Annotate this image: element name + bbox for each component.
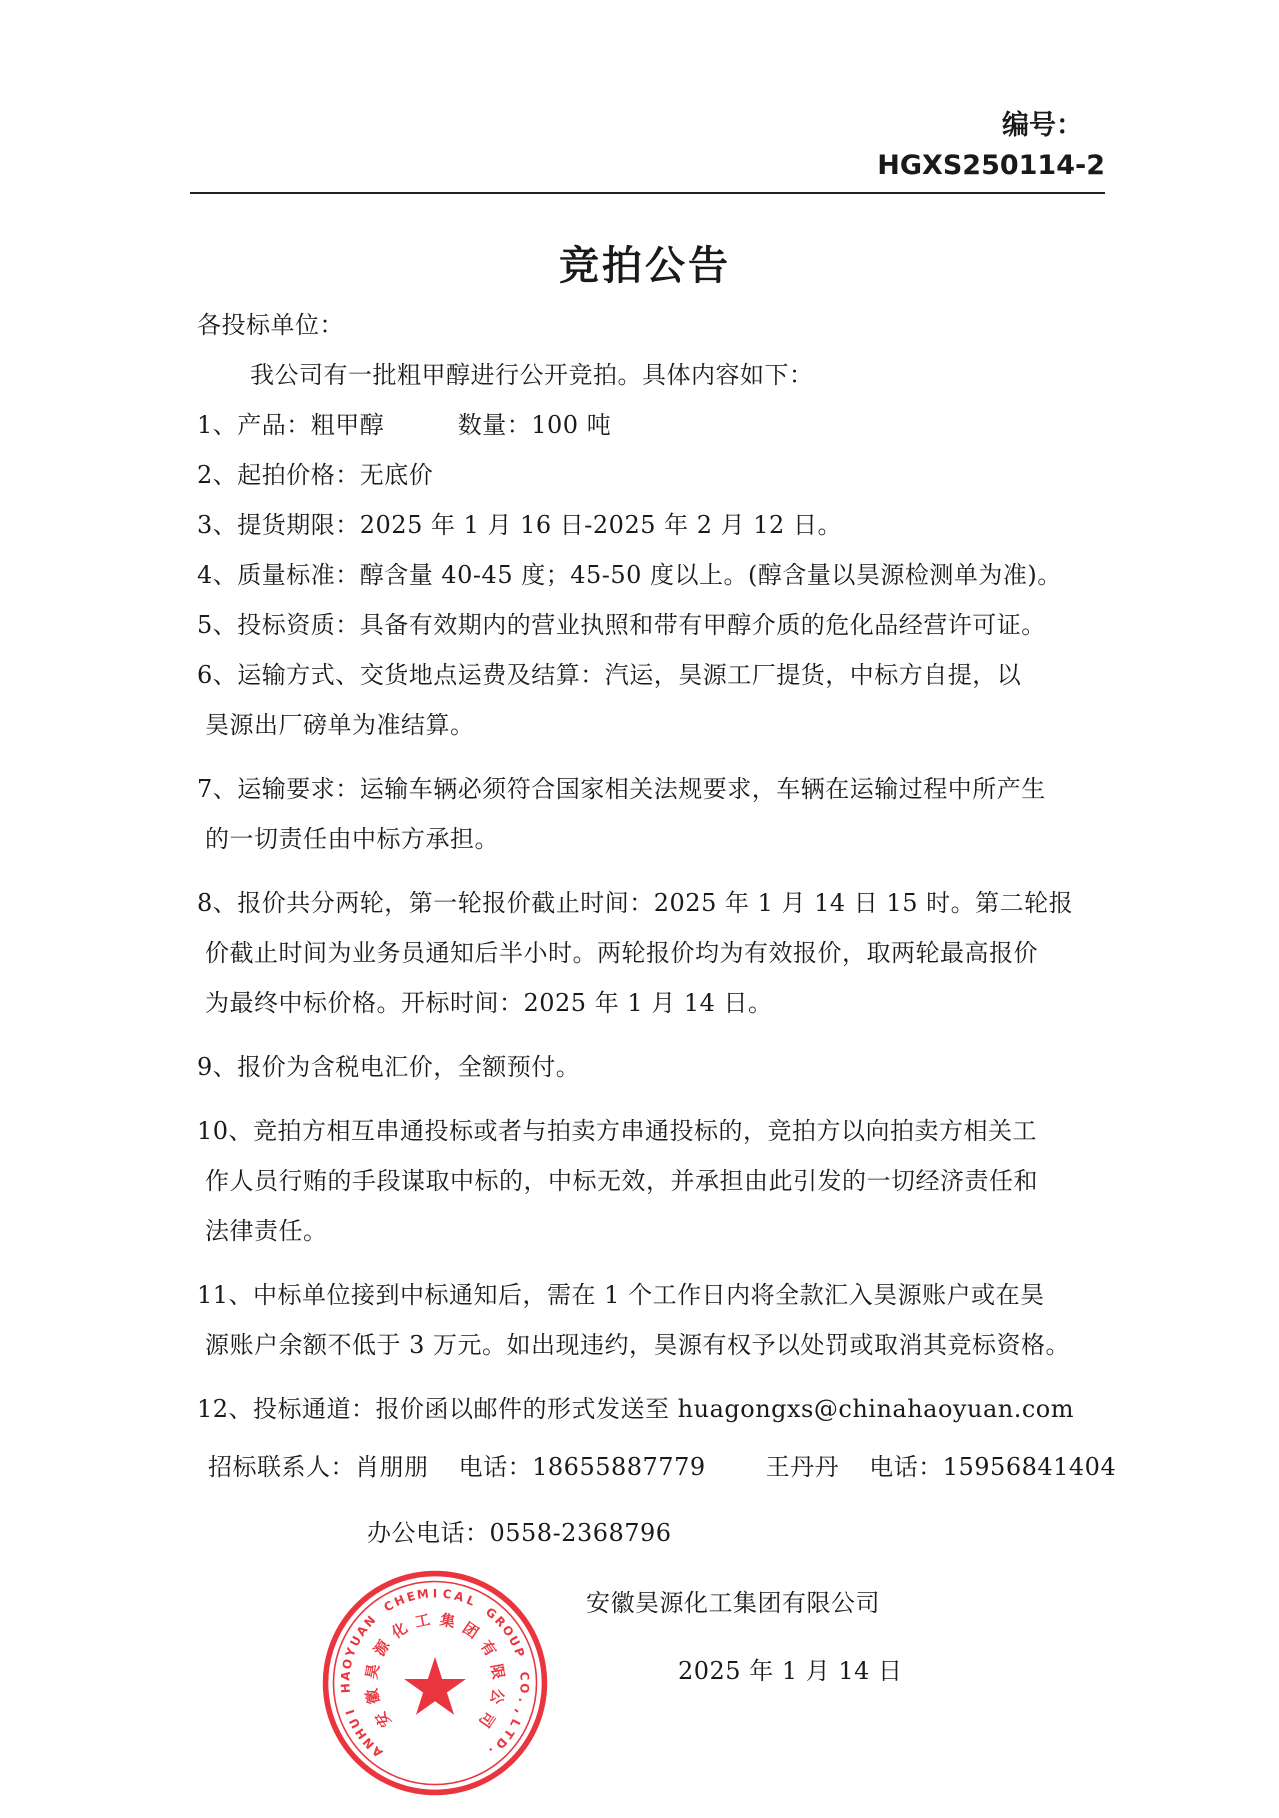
item-line: 7、运输要求：运输车辆必须符合国家相关法规要求，车辆在运输过程中所产生 bbox=[197, 775, 1046, 803]
seal-glyph: L bbox=[507, 1716, 524, 1730]
item-7 bbox=[197, 764, 1127, 864]
seal-glyph: I bbox=[432, 1586, 438, 1601]
item-5 bbox=[197, 600, 1127, 650]
salutation: 各投标单位： bbox=[197, 311, 344, 339]
intro-paragraph: 我公司有一批粗甲醇进行公开竞拍。具体内容如下： bbox=[250, 361, 814, 389]
signature-date: 2025 年 1 月 14 日 bbox=[678, 1657, 903, 1685]
seal-glyph: I bbox=[342, 1707, 358, 1717]
document-number-label: 编号： bbox=[1002, 110, 1083, 141]
seal-glyph: D bbox=[492, 1734, 510, 1752]
seal-glyph: R bbox=[491, 1613, 509, 1630]
item-line: 10、竞拍方相互串通投标或者与拍卖方串通投标的，竞拍方以向拍卖方相关工 bbox=[197, 1117, 1038, 1145]
item-line: 9、报价为含税电汇价，全额预付。 bbox=[197, 1053, 581, 1081]
seal-glyph: 限 bbox=[487, 1662, 508, 1681]
item-12 bbox=[197, 1384, 1127, 1434]
seal-glyph: 工 bbox=[413, 1610, 432, 1632]
seal-glyph: E bbox=[405, 1588, 417, 1605]
seal-glyph: N bbox=[361, 1613, 379, 1630]
document-number-value: HGXS250114-2 bbox=[877, 150, 1105, 181]
signature-section bbox=[0, 1568, 1279, 1798]
item-line: 6、运输方式、交货地点运费及结算：汽运，昊源工厂提货，中标方自提，以 bbox=[197, 661, 1022, 689]
item-9 bbox=[197, 1042, 1127, 1092]
item-continuation-line: 作人员行贿的手段谋取中标的，中标无效，并承担由此引发的一切经济责任和 bbox=[205, 1167, 1038, 1195]
item-8 bbox=[197, 878, 1127, 1028]
header-divider bbox=[190, 192, 1105, 194]
item-continuation-line: 为最终中标价格。开标时间：2025 年 1 月 14 日。 bbox=[205, 989, 773, 1017]
item-3 bbox=[197, 500, 1127, 550]
seal-glyph: A bbox=[353, 1623, 371, 1639]
company-seal bbox=[320, 1568, 550, 1798]
contact-2-name: 王丹丹 bbox=[765, 1453, 840, 1481]
star-icon bbox=[404, 1657, 466, 1715]
seal-glyph: N bbox=[360, 1734, 378, 1752]
seal-glyph: 化 bbox=[388, 1618, 411, 1643]
seal-glyph: O bbox=[339, 1657, 356, 1671]
seal-glyph: 有 bbox=[476, 1637, 500, 1660]
item-line: 1、产品：粗甲醇 数量：100 吨 bbox=[197, 411, 612, 439]
item-line: 2、起拍价格：无底价 bbox=[197, 461, 434, 489]
seal-glyph: G bbox=[483, 1604, 500, 1622]
page-title: 竞拍公告 bbox=[559, 242, 731, 289]
item-continuation-line: 价截止时间为业务员通知后半小时。两轮报价均为有效报价，取两轮最高报价 bbox=[205, 939, 1038, 967]
item-10 bbox=[197, 1106, 1127, 1256]
seal-glyph: C bbox=[441, 1586, 453, 1602]
item-line: 5、投标资质：具备有效期内的营业执照和带有甲醇介质的危化品经营许可证。 bbox=[197, 611, 1046, 639]
seal-glyph: A bbox=[338, 1670, 353, 1682]
contact-1-phone: 电话：18655887779 bbox=[458, 1453, 706, 1481]
signature-block bbox=[586, 1568, 903, 1696]
seal-glyph: 团 bbox=[459, 1618, 482, 1643]
item-line: 3、提货期限：2025 年 1 月 16 日-2025 年 2 月 12 日。 bbox=[197, 511, 842, 539]
seal-glyph: M bbox=[416, 1586, 430, 1602]
seal-glyph: 集 bbox=[438, 1610, 457, 1632]
item-line: 8、报价共分两轮，第一轮报价截止时间：2025 年 1 月 14 日 15 时。第二轮报 bbox=[197, 889, 1074, 917]
seal-glyph: . bbox=[486, 1744, 499, 1759]
contact-2-phone: 电话：15956841404 bbox=[869, 1453, 1117, 1481]
seal-glyph: . bbox=[515, 1696, 531, 1704]
seal-glyph: U bbox=[346, 1715, 364, 1731]
contact-1-name: 肖朋朋 bbox=[355, 1453, 429, 1481]
contact-label: 招标联系人： bbox=[208, 1453, 355, 1481]
office-phone: 办公电话：0558-2368796 bbox=[367, 1519, 672, 1547]
seal-glyph: 安 bbox=[371, 1708, 395, 1731]
item-line: 12、投标通道：报价函以邮件的形式发送至 huagongxs@chinahaoyuan.com bbox=[197, 1395, 1074, 1423]
seal-glyph: Y bbox=[342, 1645, 359, 1659]
seal-glyph: H bbox=[338, 1682, 353, 1694]
seal-glyph: L bbox=[464, 1592, 477, 1609]
seal-glyph: C bbox=[381, 1598, 397, 1615]
seal-glyph: H bbox=[352, 1725, 370, 1742]
seal-glyph: H bbox=[392, 1592, 407, 1610]
item-2 bbox=[197, 450, 1127, 500]
seal-glyph: U bbox=[505, 1633, 523, 1649]
item-continuation-line: 昊源出厂磅单为准结算。 bbox=[205, 711, 475, 739]
item-1 bbox=[197, 400, 1127, 450]
item-list bbox=[197, 400, 1127, 1434]
seal-glyph: P bbox=[511, 1645, 528, 1659]
item-continuation-line: 源账户余额不低于 3 万元。如出现违约，昊源有权予以处罚或取消其竞标资格。 bbox=[205, 1331, 1071, 1359]
item-continuation-line: 的一切责任由中标方承担。 bbox=[205, 825, 499, 853]
seal-glyph: , bbox=[512, 1707, 528, 1717]
item-line: 4、质量标准：醇含量 40-45 度；45-50 度以上。(醇含量以昊源检测单为准)。 bbox=[197, 561, 1062, 589]
document-body bbox=[197, 300, 1127, 1558]
contact-line bbox=[197, 1442, 1127, 1492]
item-line: 11、中标单位接到中标通知后，需在 1 个工作日内将全款汇入昊源账户或在昊 bbox=[197, 1281, 1045, 1309]
seal-glyph: T bbox=[500, 1726, 517, 1741]
contact-1 bbox=[208, 1442, 706, 1492]
seal-glyph: 司 bbox=[475, 1708, 499, 1731]
item-6 bbox=[197, 650, 1127, 750]
seal-glyph: C bbox=[517, 1671, 532, 1681]
signature-company: 安徽昊源化工集团有限公司 bbox=[586, 1589, 880, 1617]
seal-glyph: A bbox=[452, 1588, 466, 1605]
contact-2 bbox=[766, 1442, 1117, 1492]
document-number bbox=[800, 106, 1105, 186]
item-4 bbox=[197, 550, 1127, 600]
seal-glyph: O bbox=[499, 1622, 517, 1640]
item-continuation-line: 法律责任。 bbox=[205, 1217, 328, 1245]
seal-glyph: 公 bbox=[486, 1687, 508, 1706]
seal-glyph: U bbox=[347, 1633, 365, 1649]
seal-glyph: 源 bbox=[370, 1637, 394, 1660]
seal-glyph: 徽 bbox=[362, 1687, 384, 1706]
seal-glyph: O bbox=[517, 1682, 532, 1694]
seal-glyph: A bbox=[369, 1743, 386, 1761]
seal-glyph: 昊 bbox=[362, 1662, 383, 1681]
item-11 bbox=[197, 1270, 1127, 1370]
